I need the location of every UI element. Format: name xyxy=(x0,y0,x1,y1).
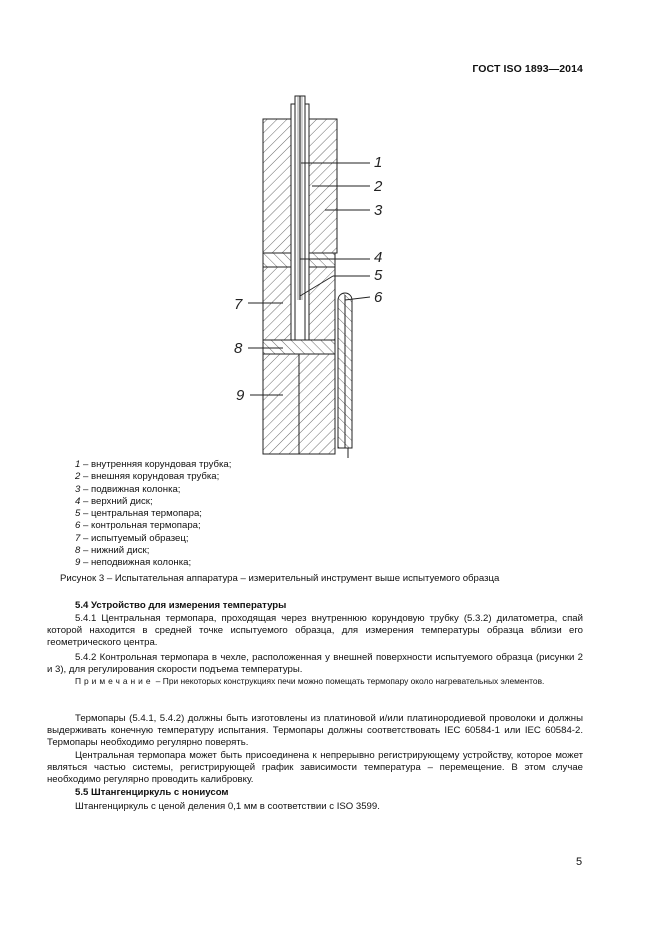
alumina-tubes xyxy=(291,96,309,340)
legend-item: 4 – верхний диск; xyxy=(75,495,153,507)
figure-label-6: 6 xyxy=(374,289,383,306)
figure-label-9: 9 xyxy=(236,387,245,404)
figure-label-7: 7 xyxy=(234,296,243,313)
paragraph-5-4-2: 5.4.2 Контрольная термопара в чехле, расположенная у внешней поверхности испытуемого образца (рисунки 2 и 3), для регулирования скорости подъема температуры. xyxy=(47,652,583,676)
section-5-5-heading: 5.5 Штангенциркуль с нониусом xyxy=(75,787,229,798)
legend-item: 5 – центральная термопара; xyxy=(75,508,202,520)
figure-label-1: 1 xyxy=(374,154,383,171)
control-thermocouple xyxy=(338,293,352,458)
legend-item: 1 – внутренняя корундовая трубка; xyxy=(75,459,232,470)
paragraph-5-5: Штангенциркуль с ценой деления 0,1 мм в соответствии с ISO 3599. xyxy=(75,801,380,812)
note-text: – При некоторых конструкциях печи можно помещать термопару около нагревательных элементов. xyxy=(153,676,545,686)
figure-label-2: 2 xyxy=(374,178,383,195)
fixed-column xyxy=(263,354,335,454)
page-number: 5 xyxy=(576,856,583,868)
figure-label-5: 5 xyxy=(374,267,383,284)
paragraph-5-4-1: 5.4.1 Центральная термопара, проходящая через внутреннюю корундовую трубку (5.3.2) дилатометра, спай которой находится в средней точке испытуемого образца, для измерения температуры образца вблизи его геометрического центра. xyxy=(47,613,583,649)
legend-item: 7 – испытуемый образец; xyxy=(75,532,189,544)
legend-item: 8 – нижний диск; xyxy=(75,545,150,557)
paragraph-thermocouples: Термопары (5.4.1, 5.4.2) должны быть изготовлены из платиновой и/или платинородиевой проволоки и должны выдерживать конечную температуру испытания. Термопары должны соответствовать IEC 60584-1 или IEC 60584-2. Термопары необходимо регулярно поверять. xyxy=(47,713,583,749)
lower-disc xyxy=(263,340,335,354)
note xyxy=(47,676,583,688)
apparatus-figure xyxy=(230,92,400,462)
figure-label-8: 8 xyxy=(234,340,243,357)
figure-legend xyxy=(75,459,231,570)
note-label: Примечание xyxy=(75,676,154,686)
legend-item: 6 – контрольная термопара; xyxy=(75,520,201,532)
section-5-4-heading: 5.4 Устройство для измерения температуры xyxy=(75,600,287,611)
figure-label-4: 4 xyxy=(374,249,383,266)
figure-label-3: 3 xyxy=(374,202,383,219)
document-header: ГОСТ ISO 1893—2014 xyxy=(472,63,583,75)
figure-caption: Рисунок 3 – Испытательная аппаратура – измерительный инструмент выше испытуемого образца xyxy=(60,573,500,584)
legend-item: 9 – неподвижная колонка; xyxy=(75,557,192,569)
paragraph-central-thermocouple: Центральная термопара может быть присоединена к непрерывно регистрирующему устройству, которое может являться частью системы, регистрирующей график зависимости температура – перемещение. В этом случае необходимо регулярно проводить калибровку. xyxy=(47,750,583,786)
legend-item: 2 – внешняя корундовая трубка; xyxy=(75,471,220,483)
legend-item: 3 – подвижная колонка; xyxy=(75,483,181,495)
